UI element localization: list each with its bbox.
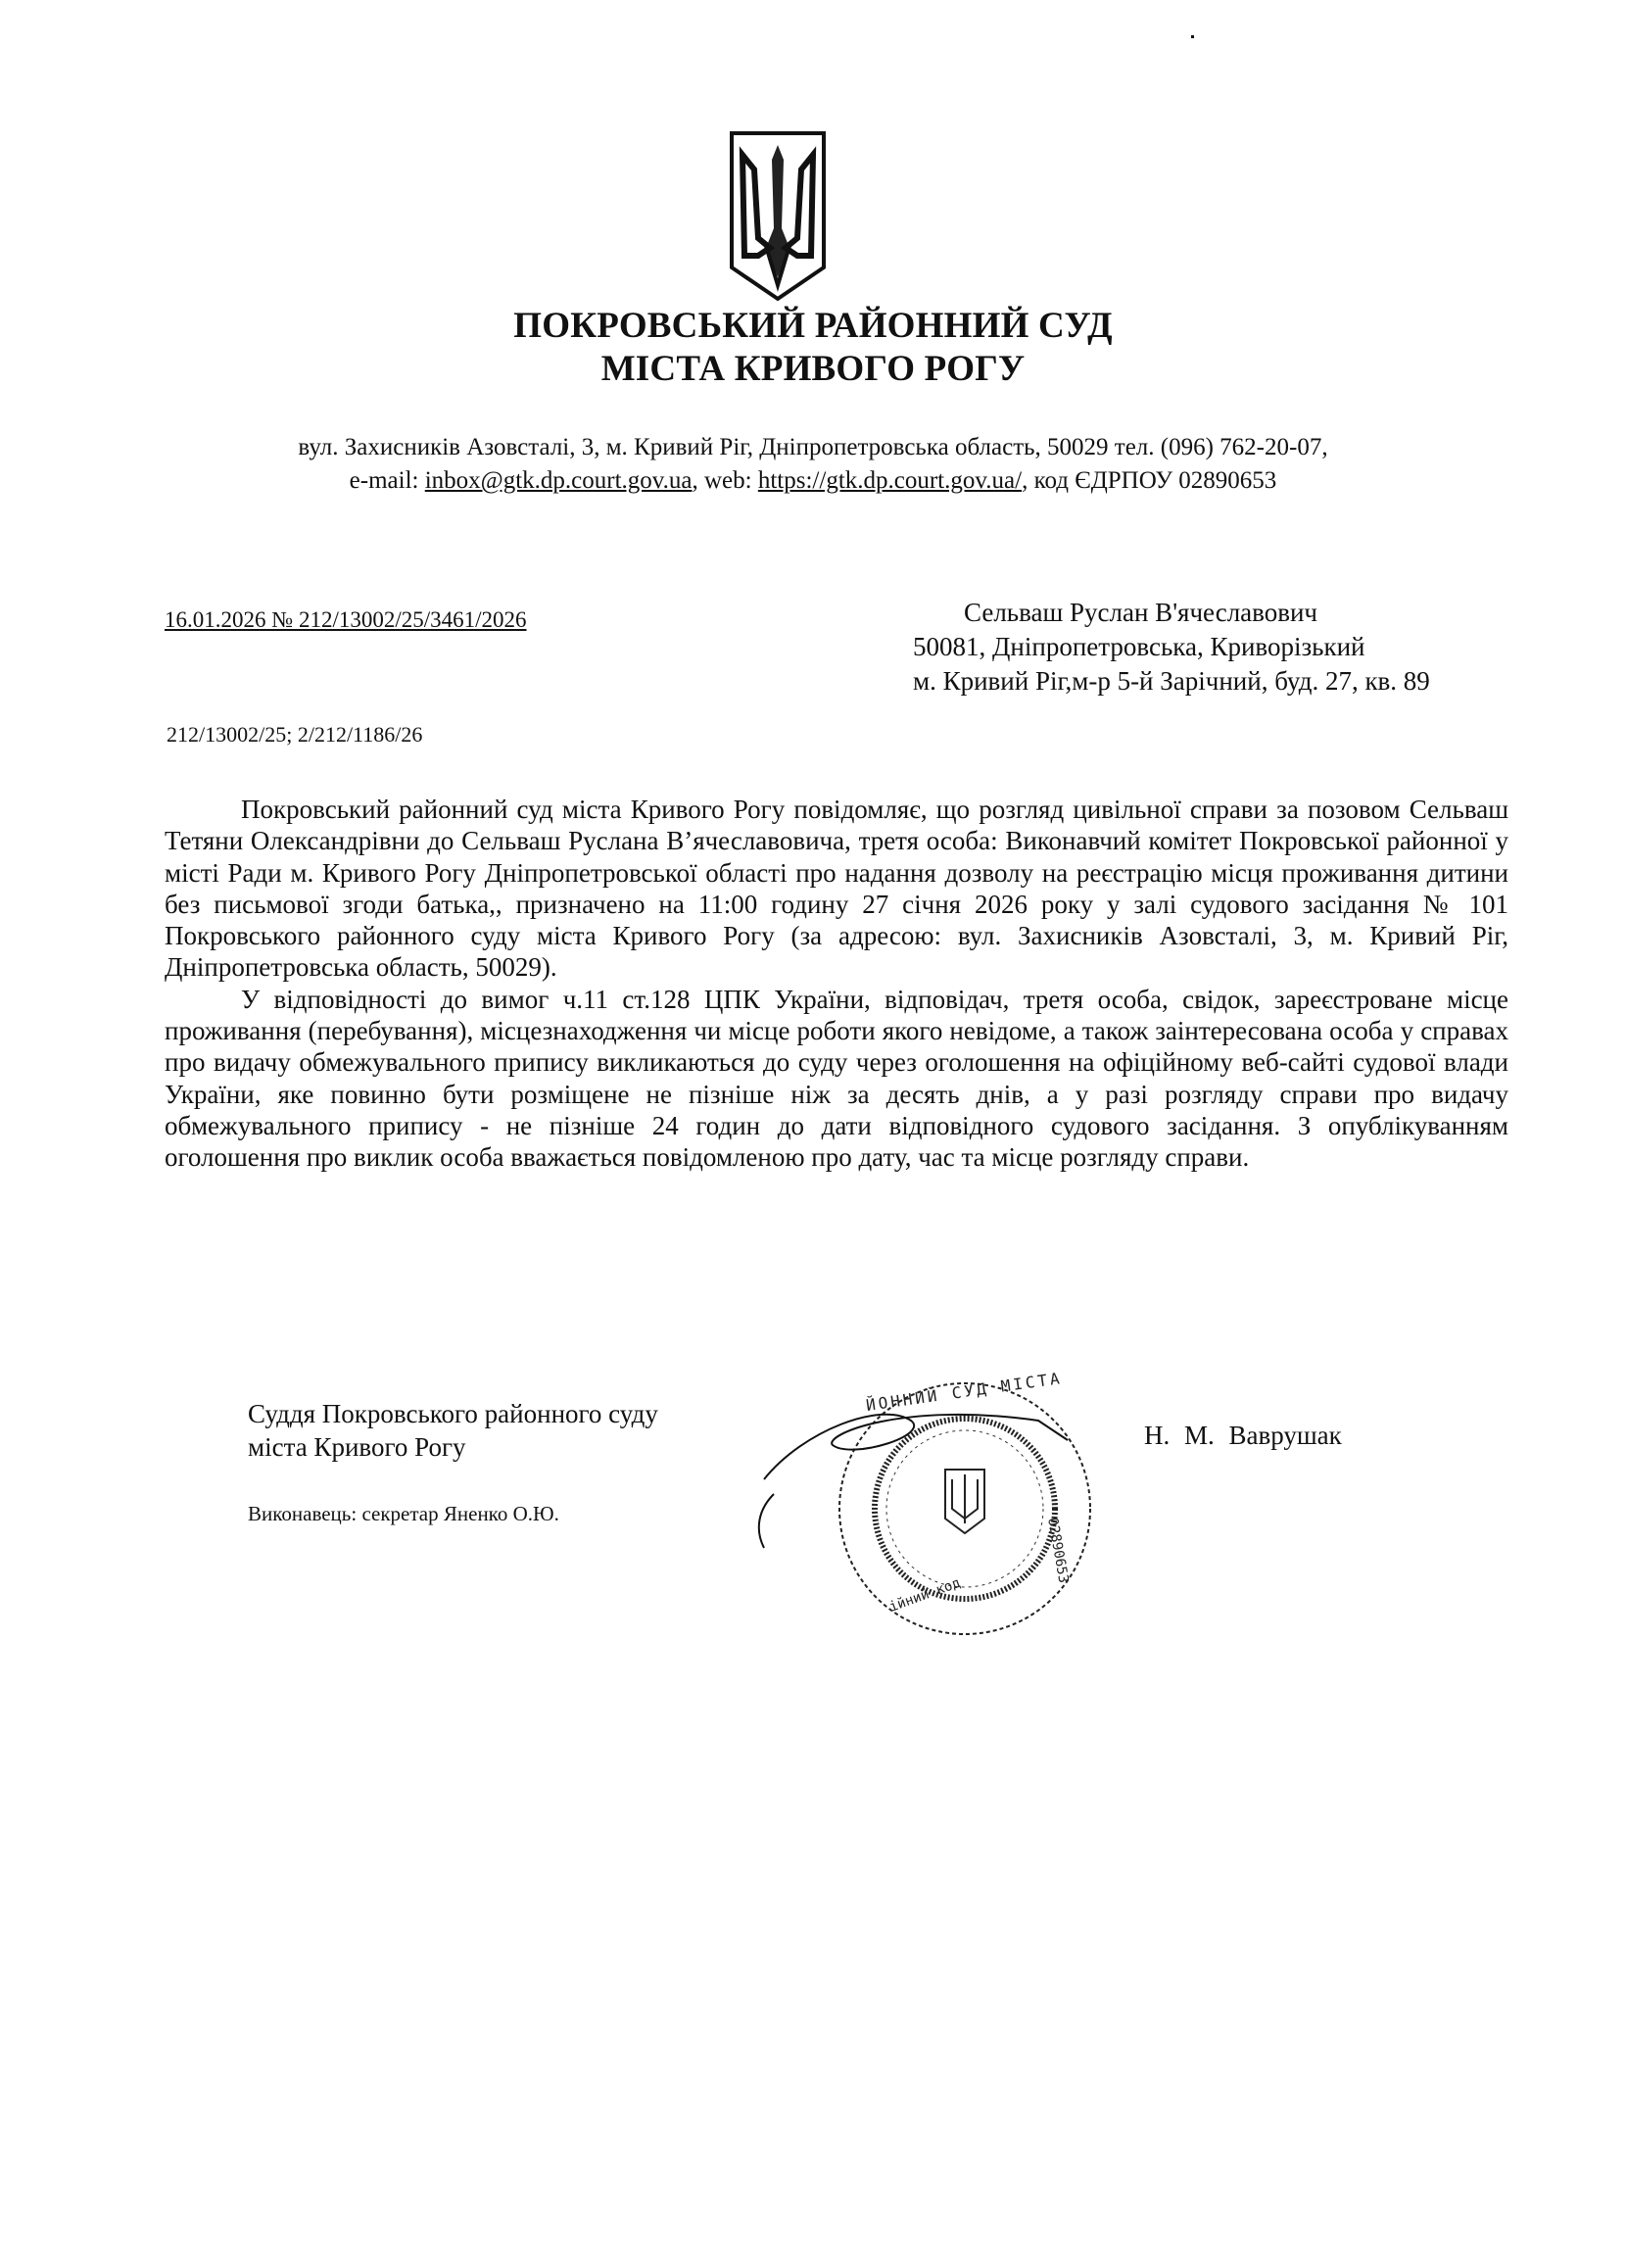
court-title-line1: ПОКРОВСЬКИЙ РАЙОННИЙ СУД xyxy=(513,306,1113,346)
recipient-block xyxy=(913,596,1430,699)
recipient-name: Сельваш Руслан В'ячеславович xyxy=(964,598,1317,627)
official-seal-icon xyxy=(744,1362,1097,1636)
letter-body xyxy=(165,794,1508,1174)
recipient-address-line1: 50081, Дніпропетровська, Криворізький xyxy=(913,632,1365,661)
judge-position xyxy=(248,1397,658,1464)
svg-text:ійний код: ійний код xyxy=(886,1574,963,1616)
judge-position-line1: Суддя Покровського районного суду xyxy=(248,1399,658,1428)
edrpou-code: , код ЄДРПОУ 02890653 xyxy=(1022,467,1277,494)
outgoing-number: 16.01.2026 № 212/13002/25/3461/2026 xyxy=(165,607,527,632)
web-label: , web: xyxy=(692,467,758,494)
email-link[interactable]: inbox@gtk.dp.court.gov.ua xyxy=(424,467,693,494)
svg-text:ЙОННИЙ СУД МІСТА: ЙОННИЙ СУД МІСТА xyxy=(864,1369,1064,1415)
email-label: e-mail: xyxy=(349,467,425,494)
body-paragraph-1: Покровський районний суд міста Кривого Рогу повідомляє, що розгляд цивільної справи за позовом Сельваш Тетяни Олександрівни до Сельваш Руслана В’ячеславовича, третя особа: Виконавчий комітет Покровської районної у місті Ради м. Кривого Рогу Дніпропетровської області про надання дозволу на реєстрацію місця проживання дитини без письмової згоди батька,, призначено на 11:00 годину 27 січня 2026 року у залі судового засідання № 101 Покровського районного суду міста Кривого Рогу (за адресою: вул. Захисників Азовсталі, 3, м. Кривий Ріг, Дніпропетровська область, 50029). xyxy=(165,795,1508,983)
coat-of-arms-icon xyxy=(729,130,827,302)
case-reference: 212/13002/25; 2/212/1186/26 xyxy=(167,722,423,747)
judge-position-line2: міста Кривого Рогу xyxy=(248,1432,466,1462)
body-paragraph-2: У відповідності до вимог ч.11 ст.128 ЦПК України, відповідач, третя особа, свідок, зареєстроване місце проживання (перебування), місцезнаходження чи місце роботи якого невідоме, а також заінтересована особа у справах про видачу обмежувального припису викликаються до суду через оголошення на офіційному веб-сайті судової влади України, яке повинно бути розміщене не пізніше ніж за десять днів, а у разі розгляду справи про видачу обмежувального припису - не пізніше 24 годин до дати відповідного судового засідання. З опублікуванням оголошення про виклик особа вважається повідомленою про дату, час та місце розгляду справи. xyxy=(165,984,1508,1173)
executor-note: Виконавець: секретар Яненко О.Ю. xyxy=(248,1502,559,1525)
scan-speck xyxy=(1191,35,1194,38)
court-title-line2: МІСТА КРИВОГО РОГУ xyxy=(600,349,1026,389)
website-link[interactable]: https://gtk.dp.court.gov.ua/ xyxy=(757,467,1023,494)
court-address: вул. Захисників Азовсталі, 3, м. Кривий Ріг, Дніпропетровська область, 50029 тел. (096) 762-20-07, xyxy=(298,434,1328,460)
svg-text:02890653: 02890653 xyxy=(1044,1516,1072,1585)
judge-name: Н. М. Ваврушак xyxy=(1144,1421,1342,1450)
recipient-address-line2: м. Кривий Ріг,м-р 5-й Зарічний, буд. 27, кв. 89 xyxy=(913,666,1430,696)
court-contacts xyxy=(0,464,1626,497)
